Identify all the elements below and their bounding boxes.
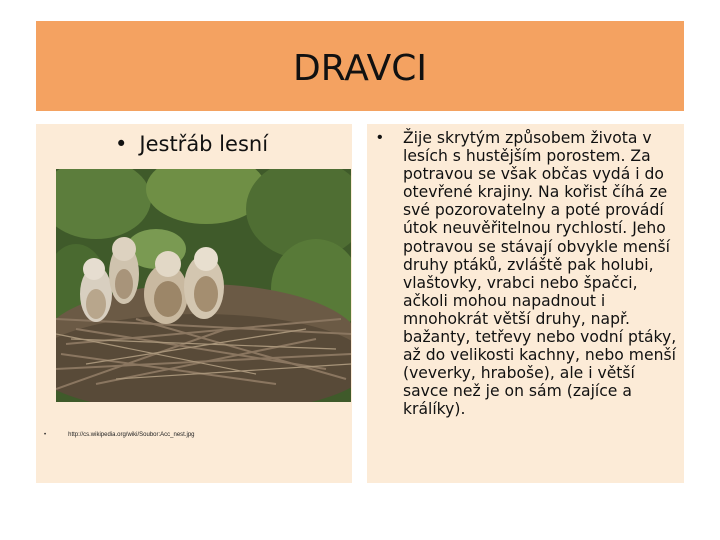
subtitle-row bbox=[115, 132, 268, 156]
slide-title: DRAVCI bbox=[293, 48, 427, 89]
caption-bullet-icon: • bbox=[44, 432, 47, 438]
left-content-panel bbox=[36, 124, 352, 483]
right-content-panel bbox=[367, 124, 684, 483]
description-bullet-icon: • bbox=[377, 129, 383, 146]
description-text: Žije skrytým způsobem života v lesích s hustějším porostem. Za potravou se však občas vydá i do otevřené krajiny. Na kořist číhá ze své pozorovatelny a poté provádí útok neuvěřitelnou rychlostí. Jeho potravou se stávají obvykle menší druhy ptáků, zvláště pak holubi, vlaštovky, vrabci nebo špačci, ačkoli mohou napadnout i mnohokrát větší druhy, např. bažanty, tetřevy nebo vodní ptáky, až do velikosti kachny, nebo menší (veverky, hraboše), ale i větší savce než je on sám (zajíce a králíky). bbox=[403, 129, 677, 419]
bullet-icon: • bbox=[115, 132, 128, 156]
subtitle: Jestřáb lesní bbox=[139, 132, 269, 156]
photo-source-row bbox=[44, 432, 195, 438]
photo-source-link[interactable]: http://cs.wikipedia.org/wiki/Soubor:Acc_nest.jpg bbox=[68, 432, 195, 438]
title-band bbox=[36, 21, 684, 111]
goshawk-nest-photo bbox=[56, 169, 351, 402]
description-block bbox=[377, 129, 677, 419]
